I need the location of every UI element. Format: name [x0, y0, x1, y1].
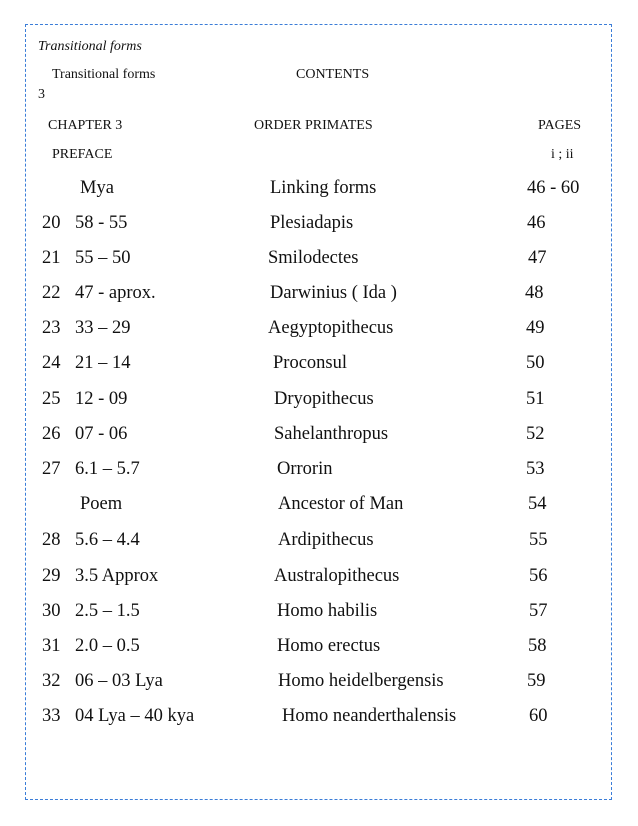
page-ref: 52 [526, 424, 545, 444]
species-name: Sahelanthropus [274, 424, 389, 444]
mya-range: 21 – 14 [75, 353, 131, 373]
chapter-number: 29 [42, 566, 61, 586]
toc-row [0, 531, 638, 555]
species-name: Homo erectus [277, 636, 381, 656]
page-ref: 58 [528, 636, 547, 656]
mya-range: 12 - 09 [75, 389, 128, 409]
toc-row [0, 567, 638, 591]
mya-range: 6.1 – 5.7 [75, 459, 140, 479]
linking-forms-pages: 46 - 60 [527, 178, 580, 198]
chapter-number: 24 [42, 353, 61, 373]
species-name: Proconsul [273, 353, 347, 373]
page-ref: 55 [529, 530, 548, 550]
chapter-number: 21 [42, 248, 61, 268]
mya-heading: Mya [80, 178, 114, 198]
toc-row [0, 319, 638, 343]
page-ref: 46 [527, 213, 546, 233]
mya-range: 04 Lya – 40 kya [75, 706, 195, 726]
mya-range: 07 - 06 [75, 424, 128, 444]
running-title: Transitional forms [38, 39, 142, 54]
toc-row [0, 672, 638, 696]
page-ref: 56 [529, 566, 548, 586]
species-name: Dryopithecus [274, 389, 374, 409]
mya-range: 33 – 29 [75, 318, 131, 338]
page-ref: 60 [529, 706, 548, 726]
page-ref: 50 [526, 353, 545, 373]
page-ref: 49 [526, 318, 545, 338]
species-name: Homo neanderthalensis [282, 706, 457, 726]
mya-range: 3.5 Approx [75, 566, 159, 586]
toc-row [0, 425, 638, 449]
toc-row [0, 637, 638, 661]
linking-forms-heading: Linking forms [270, 178, 377, 198]
toc-row [0, 249, 638, 273]
chapter-number: 25 [42, 389, 61, 409]
order-heading: ORDER PRIMATES [254, 118, 373, 133]
species-name: Ardipithecus [278, 530, 374, 550]
poem-label: Poem [80, 494, 123, 514]
mya-range: 47 - aprox. [75, 283, 156, 303]
species-name: Darwinius ( Ida ) [270, 283, 397, 303]
toc-row [0, 707, 638, 731]
species-name: Smilodectes [268, 248, 359, 268]
mya-range: 2.0 – 0.5 [75, 636, 140, 656]
chapter-number: 22 [42, 283, 61, 303]
mya-range: 2.5 – 1.5 [75, 601, 140, 621]
page-ref: 59 [527, 671, 546, 691]
toc-row [0, 284, 638, 308]
subtitle-left: Transitional forms [52, 67, 156, 82]
toc-row [0, 602, 638, 626]
page-number: 3 [38, 87, 45, 102]
mya-range: 5.6 – 4.4 [75, 530, 140, 550]
contents-heading: CONTENTS [296, 67, 370, 82]
chapter-number: 26 [42, 424, 61, 444]
page-ref: 47 [528, 248, 547, 268]
chapter-number: 30 [42, 601, 61, 621]
toc-row [0, 390, 638, 414]
chapter-number: 20 [42, 213, 61, 233]
preface-label: PREFACE [52, 147, 113, 162]
preface-pages: i ; ii [551, 147, 574, 162]
toc-row [0, 460, 638, 484]
toc-row [0, 214, 638, 238]
toc-row [0, 354, 638, 378]
page-ref: 53 [526, 459, 545, 479]
species-name: Orrorin [277, 459, 333, 479]
page-ref: 57 [529, 601, 548, 621]
page-ref: 51 [526, 389, 545, 409]
chapter-number: 27 [42, 459, 61, 479]
chapter-number: 28 [42, 530, 61, 550]
pages-heading: PAGES [538, 118, 582, 133]
species-name: Homo habilis [277, 601, 378, 621]
mya-range: 58 - 55 [75, 213, 128, 233]
chapter-heading: CHAPTER 3 [48, 118, 123, 133]
poem-title: Ancestor of Man [278, 494, 404, 514]
species-name: Aegyptopithecus [268, 318, 394, 338]
chapter-number: 32 [42, 671, 61, 691]
page-ref: 48 [525, 283, 544, 303]
chapter-number: 31 [42, 636, 61, 656]
poem-page: 54 [528, 494, 547, 514]
species-name: Plesiadapis [270, 213, 354, 233]
chapter-number: 23 [42, 318, 61, 338]
species-name: Australopithecus [274, 566, 400, 586]
chapter-number: 33 [42, 706, 61, 726]
species-name: Homo heidelbergensis [278, 671, 444, 691]
mya-range: 55 – 50 [75, 248, 131, 268]
mya-range: 06 – 03 Lya [75, 671, 163, 691]
